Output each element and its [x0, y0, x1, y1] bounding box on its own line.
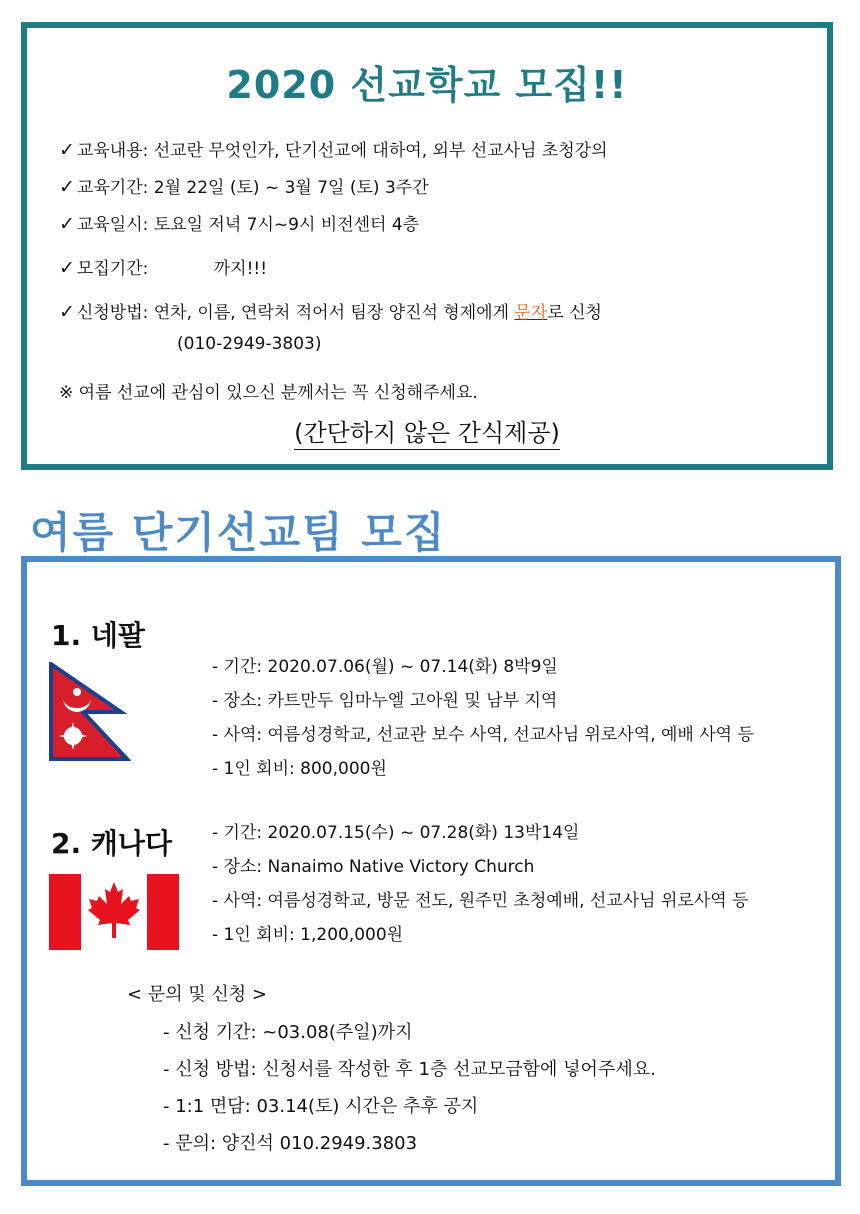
info-value: 토요일 저녁 7시~9시 비전센터 4층: [153, 215, 420, 235]
info-label: 교육내용:: [76, 141, 149, 161]
canada-detail-place: - 장소: Nanaimo Native Victory Church: [212, 857, 535, 877]
info-line-schedule: [59, 210, 419, 235]
country-heading-canada: 2. 캐나다: [51, 827, 173, 860]
nepal-detail-ministry: - 사역: 여름성경학교, 선교관 보수 사역, 선교사님 위로사역, 예배 사역 등: [212, 725, 754, 745]
info-value: 연차, 이름, 연락처 적어서 팀장 양진석 형제에게: [153, 303, 509, 323]
check-icon: ✓: [59, 139, 75, 161]
info-label: 모집기간:: [76, 259, 149, 279]
mission-school-title: 2020 선교학교 모집!!: [226, 63, 628, 107]
nepal-detail-place: - 장소: 카트만두 임마누엘 고아원 및 남부 지역: [212, 691, 558, 711]
check-icon: ✓: [59, 257, 75, 279]
info-value: 2월 22일 (토) ~ 3월 7일 (토) 3주간: [153, 178, 429, 198]
info-line-period: [59, 173, 429, 198]
snack-notice: [27, 413, 827, 448]
highlight-text: 문자: [514, 303, 548, 323]
inquiry-item-interview: - 1:1 면담: 03.14(토) 시간은 추후 공지: [163, 1096, 479, 1117]
canada-detail-fee: - 1인 회비: 1,200,000원: [212, 925, 404, 945]
nepal-detail-period: - 기간: 2020.07.06(월) ~ 07.14(화) 8박9일: [212, 657, 558, 677]
info-value: 선교란 무엇인가, 단기선교에 대하여, 외부 선교사님 초청강의: [153, 141, 608, 161]
info-label: 교육기간:: [76, 178, 149, 198]
inquiry-item-period: - 신청 기간: ~03.08(주일)까지: [163, 1022, 413, 1043]
inquiry-item-method: - 신청 방법: 신청서를 작성한 후 1층 선교모금함에 넣어주세요.: [163, 1059, 656, 1080]
canada-detail-period: - 기간: 2020.07.15(수) ~ 07.28(화) 13박14일: [212, 823, 580, 843]
inquiry-title: < 문의 및 신청 >: [127, 984, 267, 1005]
info-line-curriculum: [59, 136, 608, 161]
canada-flag-icon: [49, 874, 179, 950]
info-line-recruit-period: [59, 254, 267, 279]
info-line-apply-method: [59, 298, 602, 323]
snack-text: (간단하지 않은 간식제공): [294, 419, 560, 450]
info-label: 신청방법:: [76, 303, 149, 323]
mission-school-box: [21, 22, 833, 470]
canada-detail-ministry: - 사역: 여름성경학교, 방문 전도, 원주민 초청예배, 선교사님 위로사역 등: [212, 891, 749, 911]
check-icon: ✓: [59, 176, 75, 198]
phone-number: (010-2949-3803): [177, 334, 322, 354]
mission-team-title: 여름 단기선교팀 모집: [30, 508, 447, 557]
notice-text: ※ 여름 선교에 관심이 있으신 분께서는 꼭 신청해주세요.: [59, 383, 478, 403]
country-heading-nepal: 1. 네팔: [51, 619, 145, 652]
nepal-detail-fee: - 1인 회비: 800,000원: [212, 759, 387, 779]
info-label: 교육일시:: [76, 215, 149, 235]
check-icon: ✓: [59, 301, 75, 323]
inquiry-item-contact: - 문의: 양진석 010.2949.3803: [163, 1133, 418, 1154]
info-value-after: 로 신청: [547, 303, 602, 323]
info-value: 까지!!!: [213, 259, 268, 279]
nepal-flag-icon: [49, 662, 131, 762]
mission-team-box: [21, 556, 841, 1186]
check-icon: ✓: [59, 213, 75, 235]
